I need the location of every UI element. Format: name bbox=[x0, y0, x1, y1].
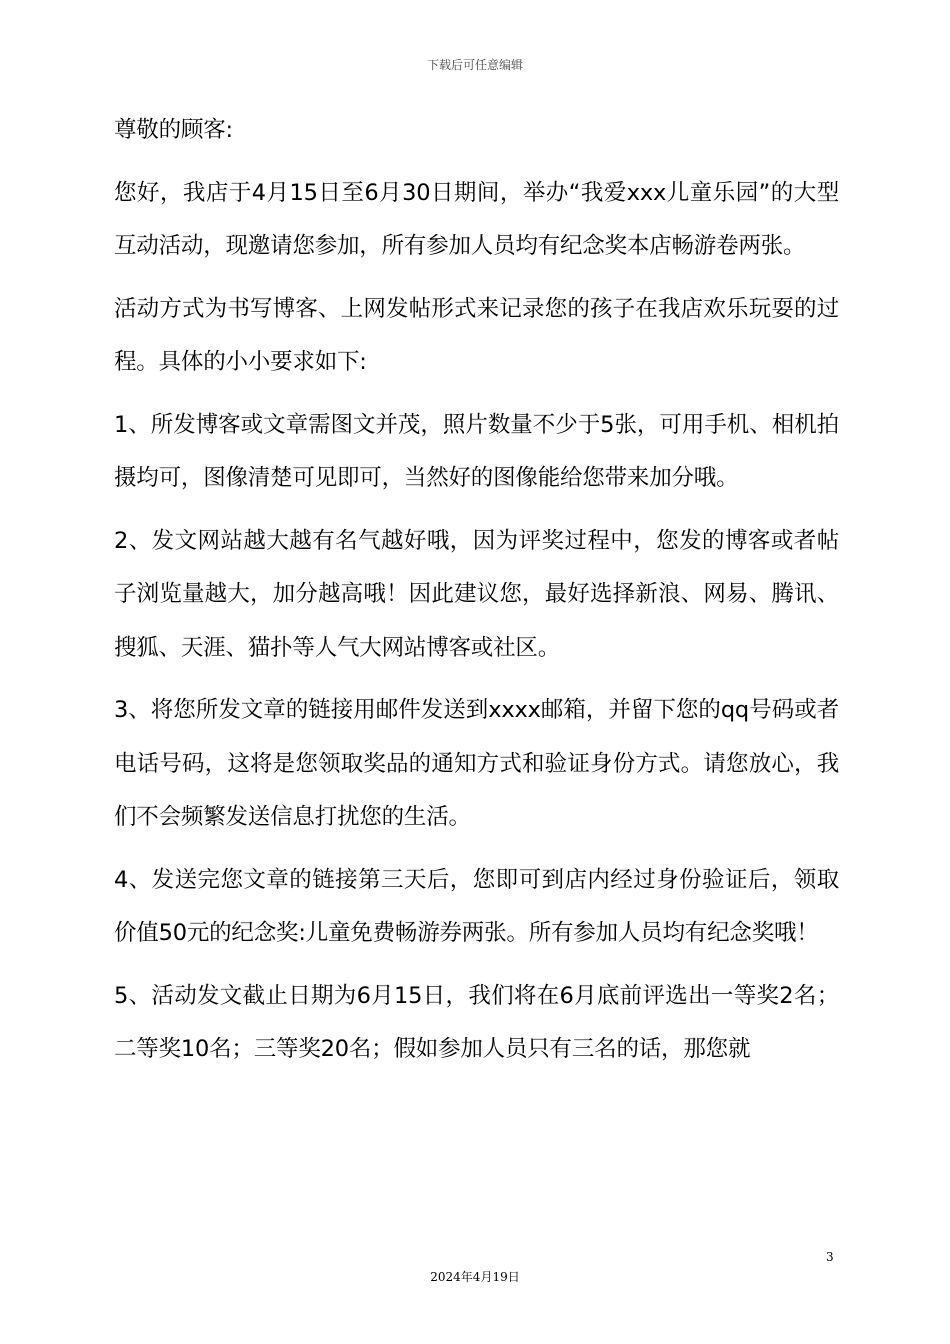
requirement-5: 5、活动发文截止日期为6月15日，我们将在6月底前评选出一等奖2名；二等奖10名；三等奖20名；假如参加人员只有三名的话，那您就 bbox=[114, 982, 839, 1062]
document-body bbox=[114, 104, 839, 1086]
page-number: 3 bbox=[826, 1250, 834, 1264]
footer-date: 2024年4月19日 bbox=[430, 1270, 520, 1284]
intro-paragraph: 您好，我店于4月15日至6月30日期间，举办“我爱xxx儿童乐园”的大型互动活动，现邀请您参加，所有参加人员均有纪念奖本店畅游卷两张。 bbox=[114, 179, 839, 259]
requirement-3: 3、将您所发文章的链接用邮件发送到xxxx邮箱，并留下您的qq号码或者电话号码，这将是您领取奖品的通知方式和验证身份方式。请您放心，我们不会频繁发送信息打扰您的生活。 bbox=[114, 697, 839, 830]
requirement-2: 2、发文网站越大越有名气越好哦，因为评奖过程中，您发的博客或者帖子浏览量越大，加分越高哦！因此建议您，最好选择新浪、网易、腾讯、搜狐、天涯、猫扑等人气大网站博客或社区。 bbox=[114, 527, 839, 661]
page-header: 下载后可任意编辑 bbox=[426, 58, 523, 72]
requirement-4: 4、发送完您文章的链接第三天后，您即可到店内经过身份验证后，领取价值50元的纪念奖:儿童免费畅游券两张。所有参加人员均有纪念奖哦！ bbox=[114, 866, 839, 946]
requirement-1: 1、所发博客或文章需图文并茂，照片数量不少于5张，可用手机、相机拍摄均可，图像清楚可见即可，当然好的图像能给您带来加分哦。 bbox=[114, 411, 839, 491]
activity-method-paragraph: 活动方式为书写博客、上网发帖形式来记录您的孩子在我店欢乐玩耍的过程。具体的小小要求如下: bbox=[114, 295, 839, 375]
salutation: 尊敬的顾客: bbox=[114, 117, 233, 143]
